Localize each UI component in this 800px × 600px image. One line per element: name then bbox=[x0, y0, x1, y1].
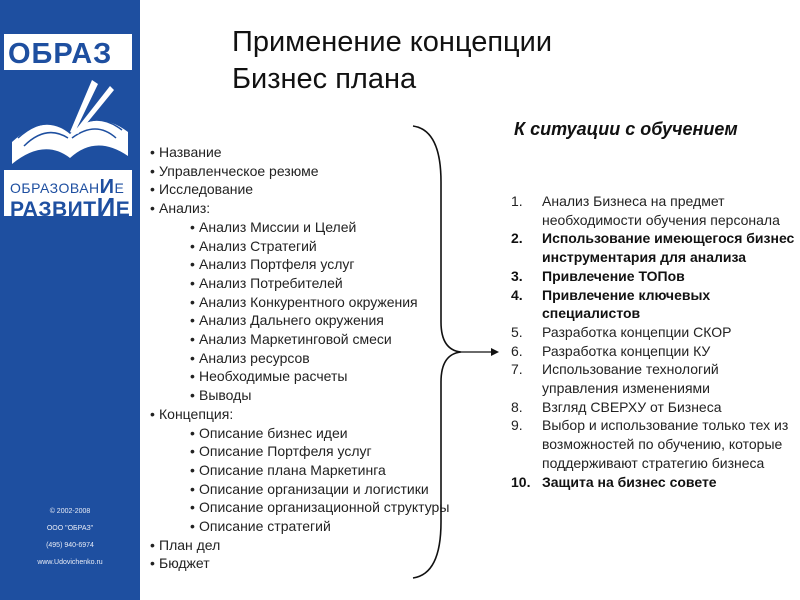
bullet-icon: • bbox=[190, 274, 195, 291]
step-text: Защита на бизнес совете bbox=[542, 473, 717, 490]
step-number: 3. bbox=[511, 267, 523, 284]
step-text: Использование технологий управления изменениями bbox=[542, 361, 719, 397]
bullet-icon: • bbox=[190, 368, 195, 385]
bullet-icon: • bbox=[190, 349, 195, 366]
step-text: Привлечение ТОПов bbox=[542, 267, 685, 284]
step-number: 8. bbox=[511, 398, 523, 415]
training-step bbox=[511, 416, 796, 472]
outline-item-label: Описание плана Маркетинга bbox=[199, 461, 386, 478]
bullet-icon: • bbox=[150, 536, 155, 553]
bullet-icon: • bbox=[190, 443, 195, 460]
step-number: 2. bbox=[511, 230, 523, 247]
outline-item-label: Описание Портфеля услуг bbox=[199, 443, 372, 460]
sidebar-footer bbox=[0, 503, 140, 571]
step-number: 6. bbox=[511, 342, 523, 359]
bullet-icon: • bbox=[190, 518, 195, 535]
title-line-1: Применение концепции bbox=[232, 26, 553, 58]
outline-item-label: Анализ ресурсов bbox=[199, 349, 310, 366]
training-step bbox=[511, 229, 796, 266]
outline-item-label: Анализ Потребителей bbox=[199, 274, 343, 291]
outline-item-label: Концепция: bbox=[159, 405, 234, 422]
training-step bbox=[511, 192, 796, 229]
training-steps-list bbox=[511, 192, 796, 491]
training-step bbox=[511, 398, 796, 417]
step-number: 7. bbox=[511, 361, 523, 378]
outline-item-label: Описание организации и логистики bbox=[199, 480, 429, 497]
bullet-icon: • bbox=[190, 293, 195, 310]
bullet-icon: • bbox=[190, 480, 195, 497]
outline-item-label: Анализ Стратегий bbox=[199, 237, 317, 254]
bullet-icon: • bbox=[190, 331, 195, 348]
outline-item-label: Исследование bbox=[159, 181, 254, 198]
step-number: 9. bbox=[511, 417, 523, 434]
outline-item-label: Анализ: bbox=[159, 200, 211, 217]
step-text: Разработка концепции КУ bbox=[542, 342, 711, 359]
bullet-icon: • bbox=[190, 499, 195, 516]
outline-item-label: Название bbox=[159, 144, 222, 160]
outline-item-label: Анализ Миссии и Целей bbox=[199, 218, 357, 235]
outline-item-label: План дел bbox=[159, 536, 221, 553]
step-number: 4. bbox=[511, 286, 523, 303]
outline-item-label: Анализ Портфеля услуг bbox=[199, 256, 355, 273]
training-step bbox=[511, 323, 796, 342]
bullet-icon: • bbox=[190, 461, 195, 478]
step-text: Анализ Бизнеса на предмет необходимости обучения персонала bbox=[542, 193, 780, 228]
website-link[interactable]: www.Udovichenko.ru bbox=[37, 559, 103, 566]
step-number: 5. bbox=[511, 323, 523, 340]
outline-item-label: Анализ Дальнего окружения bbox=[199, 312, 384, 329]
bullet-icon: • bbox=[150, 405, 155, 422]
step-text: Разработка концепции СКОР bbox=[542, 323, 732, 340]
outline-item-label: Описание бизнес идеи bbox=[199, 424, 348, 441]
bullet-icon: • bbox=[190, 387, 195, 404]
slide-title bbox=[232, 24, 552, 98]
bullet-icon: • bbox=[190, 218, 195, 235]
training-step bbox=[511, 267, 796, 286]
step-text: Выбор и использование только тех из возможностей по обучению, которые поддерживают стратегию бизнеса bbox=[542, 417, 789, 471]
training-step bbox=[511, 342, 796, 361]
title-line-2: Бизнес плана bbox=[232, 63, 417, 95]
training-step bbox=[511, 360, 796, 397]
bullet-icon: • bbox=[150, 162, 155, 179]
phone-number: (495) 940-6974 bbox=[46, 542, 94, 549]
curly-brace-arrow-icon bbox=[405, 122, 515, 582]
copyright-years: © 2002-2008 bbox=[49, 508, 91, 515]
outline-item-label: Описание организационной структуры bbox=[199, 499, 450, 516]
bullet-icon: • bbox=[150, 181, 155, 198]
outline-item-label: Описание стратегий bbox=[199, 518, 331, 535]
step-number: 1. bbox=[511, 193, 523, 209]
training-heading: К ситуации с обучением bbox=[514, 119, 738, 139]
training-step bbox=[511, 473, 796, 492]
sidebar-brand-panel bbox=[0, 0, 140, 600]
outline-item-label: Выводы bbox=[199, 387, 252, 404]
outline-item-label: Управленческое резюме bbox=[159, 162, 319, 179]
company-name: ООО "ОБРАЗ" bbox=[46, 525, 94, 532]
outline-item-label: Бюджет bbox=[159, 555, 210, 572]
outline-item-label: Необходимые расчеты bbox=[199, 368, 348, 385]
outline-item-label: Анализ Конкурентного окружения bbox=[199, 293, 418, 310]
training-step bbox=[511, 286, 796, 323]
bullet-icon: • bbox=[190, 312, 195, 329]
open-book-icon bbox=[4, 72, 132, 168]
step-number: 10. bbox=[511, 473, 531, 490]
logo-subtitle-development: РАЗВИТИЕ bbox=[10, 192, 131, 222]
outline-item-label: Анализ Маркетинговой смеси bbox=[199, 331, 392, 348]
bullet-icon: • bbox=[150, 555, 155, 572]
bullet-icon: • bbox=[150, 200, 155, 217]
step-text: Привлечение ключевых специалистов bbox=[542, 286, 711, 322]
bullet-icon: • bbox=[190, 256, 195, 273]
step-text: Взгляд СВЕРХУ от Бизнеса bbox=[542, 398, 722, 415]
logo-subtitle-education: ОБРАЗОВАНИЕ bbox=[10, 176, 125, 198]
logo-word: ОБРАЗ bbox=[8, 38, 113, 70]
bullet-icon: • bbox=[190, 237, 195, 254]
bullet-icon: • bbox=[150, 144, 155, 160]
bullet-icon: • bbox=[190, 424, 195, 441]
step-text: Использование имеющегося бизнес инструментария для анализа bbox=[542, 230, 795, 266]
